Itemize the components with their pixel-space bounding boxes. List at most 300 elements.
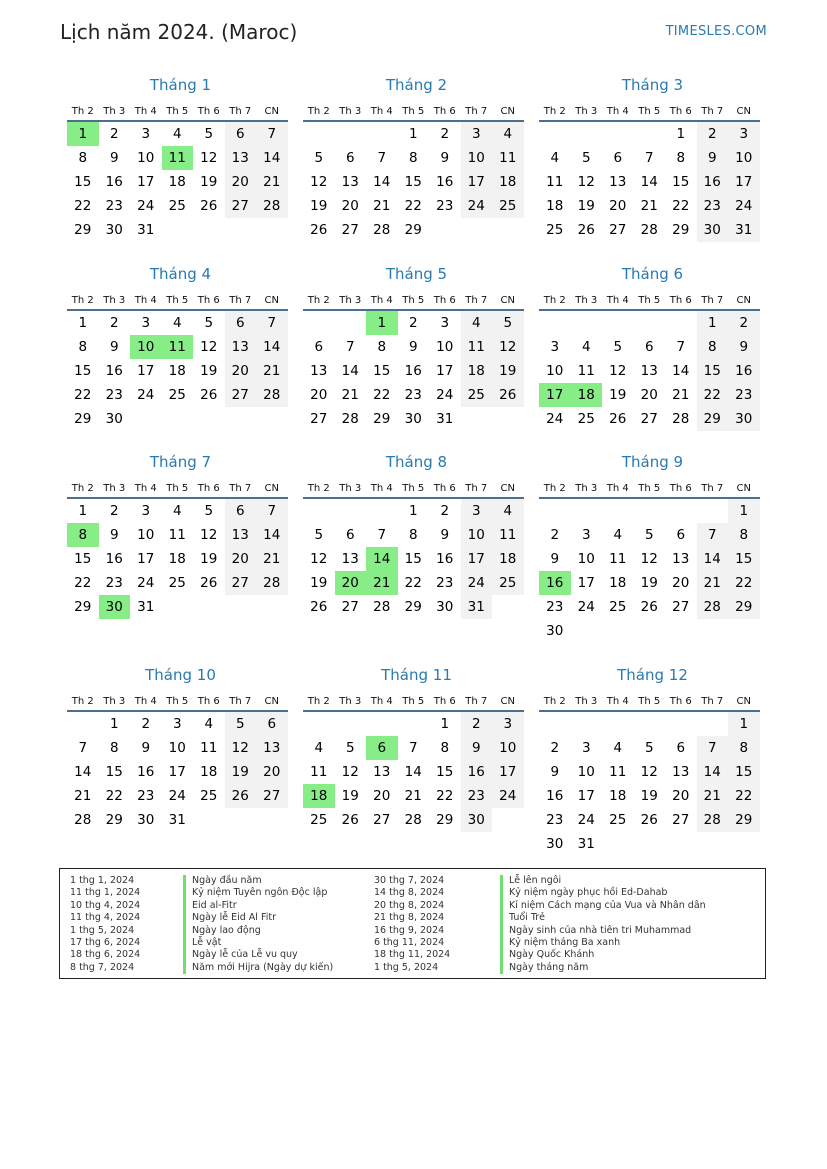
day-cell[interactable]: 6 <box>676 740 686 756</box>
day-cell[interactable]: 4 <box>613 527 623 543</box>
day-cell[interactable]: 12 <box>200 339 218 355</box>
day-cell[interactable]: 4 <box>550 150 560 166</box>
day-cell[interactable]: 24 <box>577 599 595 615</box>
day-cell[interactable]: 2 <box>728 311 760 335</box>
day-cell[interactable]: 30 <box>546 623 564 639</box>
day-cell[interactable]: 25 <box>577 411 595 427</box>
day-cell[interactable]: 21 <box>672 387 690 403</box>
day-cell[interactable]: 15 <box>373 363 391 379</box>
day-cell[interactable]: 11 <box>492 523 524 547</box>
day-cell[interactable]: 25 <box>492 571 524 595</box>
day-cell[interactable]: 28 <box>640 222 658 238</box>
day-cell[interactable]: 1 <box>78 503 88 519</box>
day-cell[interactable]: 4 <box>204 716 214 732</box>
day-cell[interactable]: 1 <box>109 716 119 732</box>
day-cell[interactable]: 1 <box>408 126 418 142</box>
day-cell[interactable]: 27 <box>672 599 690 615</box>
day-cell[interactable]: 4 <box>461 311 493 335</box>
day-cell[interactable]: 11 <box>162 335 194 359</box>
day-cell[interactable]: 9 <box>550 551 560 567</box>
day-cell[interactable]: 5 <box>314 150 324 166</box>
day-cell[interactable]: 13 <box>672 551 690 567</box>
day-cell[interactable]: 1 <box>78 315 88 331</box>
day-cell[interactable]: 7 <box>256 311 288 335</box>
day-cell[interactable]: 13 <box>225 335 257 359</box>
day-cell[interactable]: 7 <box>676 339 686 355</box>
day-cell[interactable]: 20 <box>256 760 288 784</box>
day-cell[interactable]: 9 <box>408 339 418 355</box>
day-cell[interactable]: 5 <box>225 712 257 736</box>
day-cell[interactable]: 23 <box>436 575 454 591</box>
day-cell[interactable]: 24 <box>137 575 155 591</box>
day-cell[interactable]: 28 <box>373 599 391 615</box>
day-cell[interactable]: 20 <box>310 387 328 403</box>
day-cell[interactable]: 31 <box>137 599 155 615</box>
day-cell[interactable]: 5 <box>644 740 654 756</box>
day-cell[interactable]: 26 <box>310 222 328 238</box>
day-cell[interactable]: 28 <box>373 222 391 238</box>
day-cell[interactable]: 2 <box>461 712 493 736</box>
day-cell[interactable]: 11 <box>492 146 524 170</box>
day-cell[interactable]: 21 <box>256 547 288 571</box>
day-cell[interactable]: 30 <box>461 808 493 832</box>
day-cell[interactable]: 18 <box>303 784 335 808</box>
day-cell[interactable]: 16 <box>105 551 123 567</box>
day-cell[interactable]: 1 <box>676 126 686 142</box>
day-cell[interactable]: 6 <box>225 311 257 335</box>
day-cell[interactable]: 23 <box>697 194 729 218</box>
day-cell[interactable]: 3 <box>141 315 151 331</box>
day-cell[interactable]: 10 <box>168 740 186 756</box>
day-cell[interactable]: 7 <box>78 740 88 756</box>
day-cell[interactable]: 31 <box>728 218 760 242</box>
day-cell[interactable]: 7 <box>644 150 654 166</box>
day-cell[interactable]: 10 <box>728 146 760 170</box>
day-cell[interactable]: 18 <box>168 174 186 190</box>
day-cell[interactable]: 1 <box>67 122 99 146</box>
day-cell[interactable]: 10 <box>577 764 595 780</box>
day-cell[interactable]: 20 <box>672 575 690 591</box>
day-cell[interactable]: 26 <box>310 599 328 615</box>
day-cell[interactable]: 30 <box>404 411 422 427</box>
day-cell[interactable]: 18 <box>571 383 603 407</box>
day-cell[interactable]: 17 <box>137 551 155 567</box>
day-cell[interactable]: 17 <box>577 575 595 591</box>
day-cell[interactable]: 17 <box>461 547 493 571</box>
day-cell[interactable]: 4 <box>613 740 623 756</box>
day-cell[interactable]: 25 <box>492 194 524 218</box>
day-cell[interactable]: 8 <box>697 335 729 359</box>
day-cell[interactable]: 19 <box>200 174 218 190</box>
day-cell[interactable]: 30 <box>546 836 564 852</box>
day-cell[interactable]: 2 <box>440 126 450 142</box>
day-cell[interactable]: 29 <box>404 222 422 238</box>
day-cell[interactable]: 16 <box>436 551 454 567</box>
day-cell[interactable]: 15 <box>672 174 690 190</box>
day-cell[interactable]: 10 <box>461 146 493 170</box>
day-cell[interactable]: 16 <box>105 174 123 190</box>
day-cell[interactable]: 15 <box>74 174 92 190</box>
day-cell[interactable]: 24 <box>492 784 524 808</box>
day-cell[interactable]: 2 <box>109 315 119 331</box>
day-cell[interactable]: 19 <box>492 359 524 383</box>
day-cell[interactable]: 27 <box>609 222 627 238</box>
day-cell[interactable]: 25 <box>609 812 627 828</box>
day-cell[interactable]: 13 <box>373 764 391 780</box>
day-cell[interactable]: 29 <box>436 812 454 828</box>
day-cell[interactable]: 27 <box>373 812 391 828</box>
day-cell[interactable]: 13 <box>640 363 658 379</box>
day-cell[interactable]: 12 <box>640 764 658 780</box>
day-cell[interactable]: 15 <box>404 174 422 190</box>
day-cell[interactable]: 24 <box>137 198 155 214</box>
day-cell[interactable]: 16 <box>137 764 155 780</box>
day-cell[interactable]: 26 <box>200 198 218 214</box>
day-cell[interactable]: 7 <box>256 499 288 523</box>
day-cell[interactable]: 17 <box>577 788 595 804</box>
day-cell[interactable]: 4 <box>172 315 182 331</box>
day-cell[interactable]: 2 <box>550 740 560 756</box>
day-cell[interactable]: 20 <box>640 387 658 403</box>
day-cell[interactable]: 22 <box>436 788 454 804</box>
day-cell[interactable]: 6 <box>345 150 355 166</box>
day-cell[interactable]: 19 <box>200 363 218 379</box>
day-cell[interactable]: 18 <box>168 363 186 379</box>
day-cell[interactable]: 27 <box>225 383 257 407</box>
day-cell[interactable]: 7 <box>697 736 729 760</box>
day-cell[interactable]: 8 <box>78 339 88 355</box>
day-cell[interactable]: 23 <box>105 198 123 214</box>
day-cell[interactable]: 11 <box>577 363 595 379</box>
day-cell[interactable]: 21 <box>256 170 288 194</box>
day-cell[interactable]: 10 <box>577 551 595 567</box>
day-cell[interactable]: 3 <box>141 126 151 142</box>
day-cell[interactable]: 17 <box>168 764 186 780</box>
day-cell[interactable]: 29 <box>74 411 92 427</box>
day-cell[interactable]: 20 <box>225 547 257 571</box>
day-cell[interactable]: 17 <box>539 383 571 407</box>
day-cell[interactable]: 28 <box>341 411 359 427</box>
day-cell[interactable]: 6 <box>225 499 257 523</box>
day-cell[interactable]: 27 <box>256 784 288 808</box>
day-cell[interactable]: 25 <box>546 222 564 238</box>
day-cell[interactable]: 15 <box>697 359 729 383</box>
day-cell[interactable]: 11 <box>546 174 564 190</box>
day-cell[interactable]: 29 <box>728 595 760 619</box>
day-cell[interactable]: 18 <box>609 575 627 591</box>
day-cell[interactable]: 21 <box>697 784 729 808</box>
day-cell[interactable]: 24 <box>461 571 493 595</box>
day-cell[interactable]: 11 <box>168 527 186 543</box>
day-cell[interactable]: 31 <box>461 595 493 619</box>
day-cell[interactable]: 12 <box>225 736 257 760</box>
day-cell[interactable]: 24 <box>436 387 454 403</box>
day-cell[interactable]: 13 <box>341 551 359 567</box>
day-cell[interactable]: 13 <box>341 174 359 190</box>
day-cell[interactable]: 6 <box>644 339 654 355</box>
day-cell[interactable]: 1 <box>440 716 450 732</box>
day-cell[interactable]: 22 <box>672 198 690 214</box>
brand-link[interactable]: TIMESLES.COM <box>665 24 767 39</box>
day-cell[interactable]: 14 <box>697 760 729 784</box>
day-cell[interactable]: 14 <box>74 764 92 780</box>
day-cell[interactable]: 27 <box>640 411 658 427</box>
day-cell[interactable]: 14 <box>366 547 398 571</box>
day-cell[interactable]: 8 <box>408 150 418 166</box>
day-cell[interactable]: 28 <box>74 812 92 828</box>
day-cell[interactable]: 23 <box>105 387 123 403</box>
day-cell[interactable]: 30 <box>697 218 729 242</box>
day-cell[interactable]: 5 <box>644 527 654 543</box>
day-cell[interactable]: 8 <box>377 339 387 355</box>
day-cell[interactable]: 30 <box>436 599 454 615</box>
day-cell[interactable]: 22 <box>404 198 422 214</box>
day-cell[interactable]: 11 <box>200 740 218 756</box>
day-cell[interactable]: 4 <box>581 339 591 355</box>
day-cell[interactable]: 7 <box>697 523 729 547</box>
day-cell[interactable]: 9 <box>109 527 119 543</box>
day-cell[interactable]: 29 <box>105 812 123 828</box>
day-cell[interactable]: 5 <box>345 740 355 756</box>
day-cell[interactable]: 16 <box>404 363 422 379</box>
day-cell[interactable]: 18 <box>546 198 564 214</box>
day-cell[interactable]: 2 <box>440 503 450 519</box>
day-cell[interactable]: 15 <box>436 764 454 780</box>
day-cell[interactable]: 13 <box>225 146 257 170</box>
day-cell[interactable]: 22 <box>728 571 760 595</box>
day-cell[interactable]: 16 <box>539 571 571 595</box>
day-cell[interactable]: 18 <box>168 551 186 567</box>
day-cell[interactable]: 8 <box>676 150 686 166</box>
day-cell[interactable]: 6 <box>256 712 288 736</box>
day-cell[interactable]: 12 <box>200 150 218 166</box>
day-cell[interactable]: 15 <box>728 547 760 571</box>
day-cell[interactable]: 25 <box>168 575 186 591</box>
day-cell[interactable]: 23 <box>436 198 454 214</box>
day-cell[interactable]: 9 <box>461 736 493 760</box>
day-cell[interactable]: 15 <box>105 764 123 780</box>
day-cell[interactable]: 13 <box>609 174 627 190</box>
day-cell[interactable]: 9 <box>440 527 450 543</box>
day-cell[interactable]: 19 <box>225 760 257 784</box>
day-cell[interactable]: 26 <box>609 411 627 427</box>
day-cell[interactable]: 7 <box>377 150 387 166</box>
day-cell[interactable]: 18 <box>609 788 627 804</box>
day-cell[interactable]: 6 <box>314 339 324 355</box>
day-cell[interactable]: 22 <box>74 198 92 214</box>
day-cell[interactable]: 11 <box>609 551 627 567</box>
day-cell[interactable]: 19 <box>310 198 328 214</box>
day-cell[interactable]: 1 <box>408 503 418 519</box>
day-cell[interactable]: 25 <box>168 387 186 403</box>
day-cell[interactable]: 7 <box>408 740 418 756</box>
day-cell[interactable]: 25 <box>461 383 493 407</box>
day-cell[interactable]: 24 <box>137 387 155 403</box>
day-cell[interactable]: 28 <box>697 595 729 619</box>
day-cell[interactable]: 3 <box>728 122 760 146</box>
day-cell[interactable]: 15 <box>74 363 92 379</box>
day-cell[interactable]: 30 <box>728 407 760 431</box>
day-cell[interactable]: 3 <box>440 315 450 331</box>
day-cell[interactable]: 25 <box>200 788 218 804</box>
day-cell[interactable]: 30 <box>105 222 123 238</box>
day-cell[interactable]: 11 <box>162 146 194 170</box>
day-cell[interactable]: 31 <box>137 222 155 238</box>
day-cell[interactable]: 12 <box>577 174 595 190</box>
day-cell[interactable]: 18 <box>492 547 524 571</box>
day-cell[interactable]: 16 <box>436 174 454 190</box>
day-cell[interactable]: 3 <box>492 712 524 736</box>
day-cell[interactable]: 22 <box>74 387 92 403</box>
day-cell[interactable]: 28 <box>256 383 288 407</box>
day-cell[interactable]: 21 <box>366 571 398 595</box>
day-cell[interactable]: 28 <box>256 571 288 595</box>
day-cell[interactable]: 20 <box>609 198 627 214</box>
day-cell[interactable]: 8 <box>440 740 450 756</box>
day-cell[interactable]: 14 <box>672 363 690 379</box>
day-cell[interactable]: 9 <box>109 339 119 355</box>
day-cell[interactable]: 5 <box>581 150 591 166</box>
day-cell[interactable]: 3 <box>461 122 493 146</box>
day-cell[interactable]: 19 <box>200 551 218 567</box>
day-cell[interactable]: 20 <box>225 359 257 383</box>
day-cell[interactable]: 12 <box>609 363 627 379</box>
day-cell[interactable]: 7 <box>256 122 288 146</box>
day-cell[interactable]: 14 <box>341 363 359 379</box>
day-cell[interactable]: 20 <box>672 788 690 804</box>
day-cell[interactable]: 5 <box>314 527 324 543</box>
day-cell[interactable]: 15 <box>404 551 422 567</box>
day-cell[interactable]: 17 <box>492 760 524 784</box>
day-cell[interactable]: 10 <box>546 363 564 379</box>
day-cell[interactable]: 5 <box>204 315 214 331</box>
day-cell[interactable]: 9 <box>728 335 760 359</box>
day-cell[interactable]: 23 <box>728 383 760 407</box>
day-cell[interactable]: 1 <box>728 499 760 523</box>
day-cell[interactable]: 17 <box>137 363 155 379</box>
day-cell[interactable]: 26 <box>225 784 257 808</box>
day-cell[interactable]: 23 <box>546 599 564 615</box>
day-cell[interactable]: 8 <box>728 736 760 760</box>
day-cell[interactable]: 2 <box>697 122 729 146</box>
day-cell[interactable]: 27 <box>672 812 690 828</box>
day-cell[interactable]: 26 <box>200 387 218 403</box>
day-cell[interactable]: 14 <box>256 335 288 359</box>
day-cell[interactable]: 28 <box>672 411 690 427</box>
day-cell[interactable]: 28 <box>697 808 729 832</box>
day-cell[interactable]: 20 <box>225 170 257 194</box>
day-cell[interactable]: 2 <box>109 126 119 142</box>
day-cell[interactable]: 6 <box>225 122 257 146</box>
day-cell[interactable]: 23 <box>105 575 123 591</box>
day-cell[interactable]: 19 <box>310 575 328 591</box>
day-cell[interactable]: 31 <box>577 836 595 852</box>
day-cell[interactable]: 22 <box>404 575 422 591</box>
day-cell[interactable]: 4 <box>172 126 182 142</box>
day-cell[interactable]: 15 <box>74 551 92 567</box>
day-cell[interactable]: 21 <box>256 359 288 383</box>
day-cell[interactable]: 11 <box>310 764 328 780</box>
day-cell[interactable]: 8 <box>109 740 119 756</box>
day-cell[interactable]: 30 <box>105 411 123 427</box>
day-cell[interactable]: 27 <box>225 194 257 218</box>
day-cell[interactable]: 24 <box>168 788 186 804</box>
day-cell[interactable]: 21 <box>640 198 658 214</box>
day-cell[interactable]: 22 <box>697 383 729 407</box>
day-cell[interactable]: 14 <box>373 174 391 190</box>
day-cell[interactable]: 20 <box>341 198 359 214</box>
day-cell[interactable]: 29 <box>404 599 422 615</box>
day-cell[interactable]: 13 <box>225 523 257 547</box>
day-cell[interactable]: 3 <box>581 740 591 756</box>
day-cell[interactable]: 6 <box>366 736 398 760</box>
day-cell[interactable]: 27 <box>341 222 359 238</box>
day-cell[interactable]: 2 <box>109 503 119 519</box>
day-cell[interactable]: 25 <box>168 198 186 214</box>
day-cell[interactable]: 22 <box>105 788 123 804</box>
day-cell[interactable]: 17 <box>137 174 155 190</box>
day-cell[interactable]: 10 <box>461 523 493 547</box>
day-cell[interactable]: 19 <box>577 198 595 214</box>
day-cell[interactable]: 5 <box>613 339 623 355</box>
day-cell[interactable]: 23 <box>404 387 422 403</box>
day-cell[interactable]: 10 <box>137 150 155 166</box>
day-cell[interactable]: 22 <box>373 387 391 403</box>
day-cell[interactable]: 20 <box>373 788 391 804</box>
day-cell[interactable]: 14 <box>256 523 288 547</box>
day-cell[interactable]: 2 <box>550 527 560 543</box>
day-cell[interactable]: 13 <box>310 363 328 379</box>
day-cell[interactable]: 17 <box>728 170 760 194</box>
day-cell[interactable]: 12 <box>640 551 658 567</box>
day-cell[interactable]: 22 <box>728 784 760 808</box>
day-cell[interactable]: 5 <box>204 126 214 142</box>
day-cell[interactable]: 3 <box>550 339 560 355</box>
day-cell[interactable]: 13 <box>256 736 288 760</box>
day-cell[interactable]: 22 <box>74 575 92 591</box>
day-cell[interactable]: 4 <box>492 499 524 523</box>
day-cell[interactable]: 6 <box>613 150 623 166</box>
day-cell[interactable]: 5 <box>204 503 214 519</box>
day-cell[interactable]: 26 <box>200 575 218 591</box>
day-cell[interactable]: 6 <box>345 527 355 543</box>
day-cell[interactable]: 4 <box>172 503 182 519</box>
day-cell[interactable]: 26 <box>640 812 658 828</box>
day-cell[interactable]: 4 <box>492 122 524 146</box>
day-cell[interactable]: 9 <box>550 764 560 780</box>
day-cell[interactable]: 10 <box>130 335 162 359</box>
day-cell[interactable]: 14 <box>256 146 288 170</box>
day-cell[interactable]: 20 <box>335 571 367 595</box>
day-cell[interactable]: 19 <box>640 788 658 804</box>
day-cell[interactable]: 24 <box>577 812 595 828</box>
day-cell[interactable]: 1 <box>366 311 398 335</box>
day-cell[interactable]: 16 <box>728 359 760 383</box>
day-cell[interactable]: 25 <box>310 812 328 828</box>
day-cell[interactable]: 9 <box>697 146 729 170</box>
day-cell[interactable]: 12 <box>310 551 328 567</box>
day-cell[interactable]: 16 <box>461 760 493 784</box>
day-cell[interactable]: 29 <box>697 407 729 431</box>
day-cell[interactable]: 23 <box>461 784 493 808</box>
day-cell[interactable]: 10 <box>492 736 524 760</box>
day-cell[interactable]: 21 <box>404 788 422 804</box>
day-cell[interactable]: 14 <box>404 764 422 780</box>
day-cell[interactable]: 26 <box>492 383 524 407</box>
day-cell[interactable]: 12 <box>341 764 359 780</box>
day-cell[interactable]: 25 <box>609 599 627 615</box>
day-cell[interactable]: 28 <box>404 812 422 828</box>
